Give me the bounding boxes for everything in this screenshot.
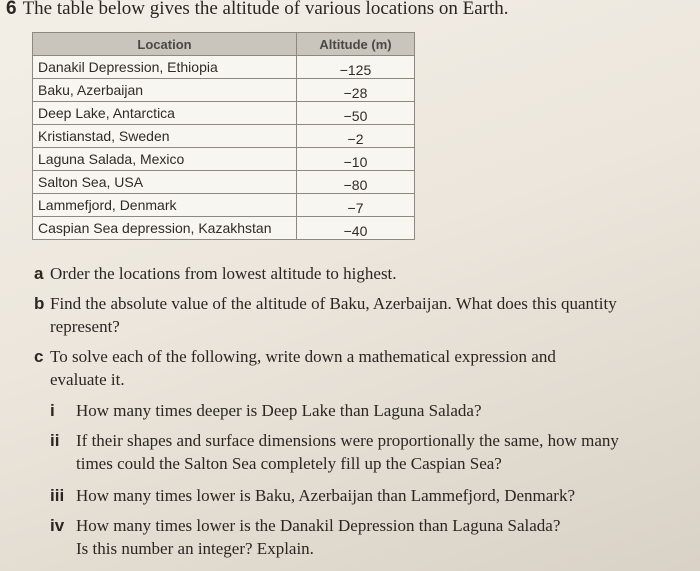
table-row [33,194,415,217]
location-cell: Caspian Sea depression, Kazakhstan [33,217,297,240]
subpart-iv-label: iv [50,516,65,535]
table-row [33,171,415,194]
altitude-value: −125 [339,62,372,78]
altitude-value: −50 [343,108,368,124]
altitude-value: −28 [343,85,368,101]
altitude-cell [297,125,415,148]
altitude-cell [297,148,415,171]
subpart-ii-label: ii [50,431,60,450]
subpart-i-text: How many times deeper is Deep Lake than Laguna Salada? [76,401,482,420]
altitude-cell [297,56,415,79]
question-text: The table below gives the altitude of various locations on Earth. [22,0,509,19]
altitude-cell [297,194,415,217]
table-row [33,102,415,125]
table-row [33,125,415,148]
part-c-text-line2: evaluate it. [50,370,125,389]
altitude-cell [297,171,415,194]
table-header-row [33,33,415,56]
part-c-label: c [34,347,44,366]
part-a-text: Order the locations from lowest altitude to highest. [50,264,397,283]
part-b-label: b [34,294,45,313]
location-cell: Deep Lake, Antarctica [33,102,297,125]
part-b-text-line1: Find the absolute value of the altitude of Baku, Azerbaijan. What does this quantity [50,294,617,313]
table-row [33,148,415,171]
altitude-cell [297,102,415,125]
altitude-cell [297,217,415,240]
part-a-label: a [34,264,44,283]
question-title [6,0,509,20]
location-cell: Danakil Depression, Ethiopia [33,56,297,79]
subpart-iv-text-line1: How many times lower is the Danakil Depression than Laguna Salada? [76,516,561,535]
subpart-iii-text: How many times lower is Baku, Azerbaijan than Lammefjord, Denmark? [76,486,575,505]
altitude-value: −40 [343,223,368,239]
part-b-text-line2: represent? [50,317,120,336]
part-c-text-line1: To solve each of the following, write down a mathematical expression and [50,347,556,366]
location-cell: Salton Sea, USA [33,171,297,194]
location-cell: Baku, Azerbaijan [33,79,297,102]
table-row [33,217,415,240]
altitude-value: −80 [343,177,368,193]
subpart-ii-text-line2: times could the Salton Sea completely fill up the Caspian Sea? [76,454,502,473]
subpart-i-label: i [50,401,55,420]
header-location: Location [33,33,297,56]
location-cell: Kristianstad, Sweden [33,125,297,148]
altitude-value: −10 [343,154,368,170]
subpart-iii-label: iii [50,486,65,505]
altitude-value: −7 [347,200,364,216]
subpart-iv-text-line2: Is this number an integer? Explain. [76,539,314,558]
subpart-ii-text-line1: If their shapes and surface dimensions were proportionally the same, how many [76,431,619,450]
question-number: 6 [6,0,17,19]
altitude-table [32,32,415,240]
altitude-value: −2 [347,131,364,147]
header-altitude: Altitude (m) [297,33,415,56]
altitude-cell [297,79,415,102]
table-row [33,79,415,102]
location-cell: Laguna Salada, Mexico [33,148,297,171]
table-row [33,56,415,79]
location-cell: Lammefjord, Denmark [33,194,297,217]
